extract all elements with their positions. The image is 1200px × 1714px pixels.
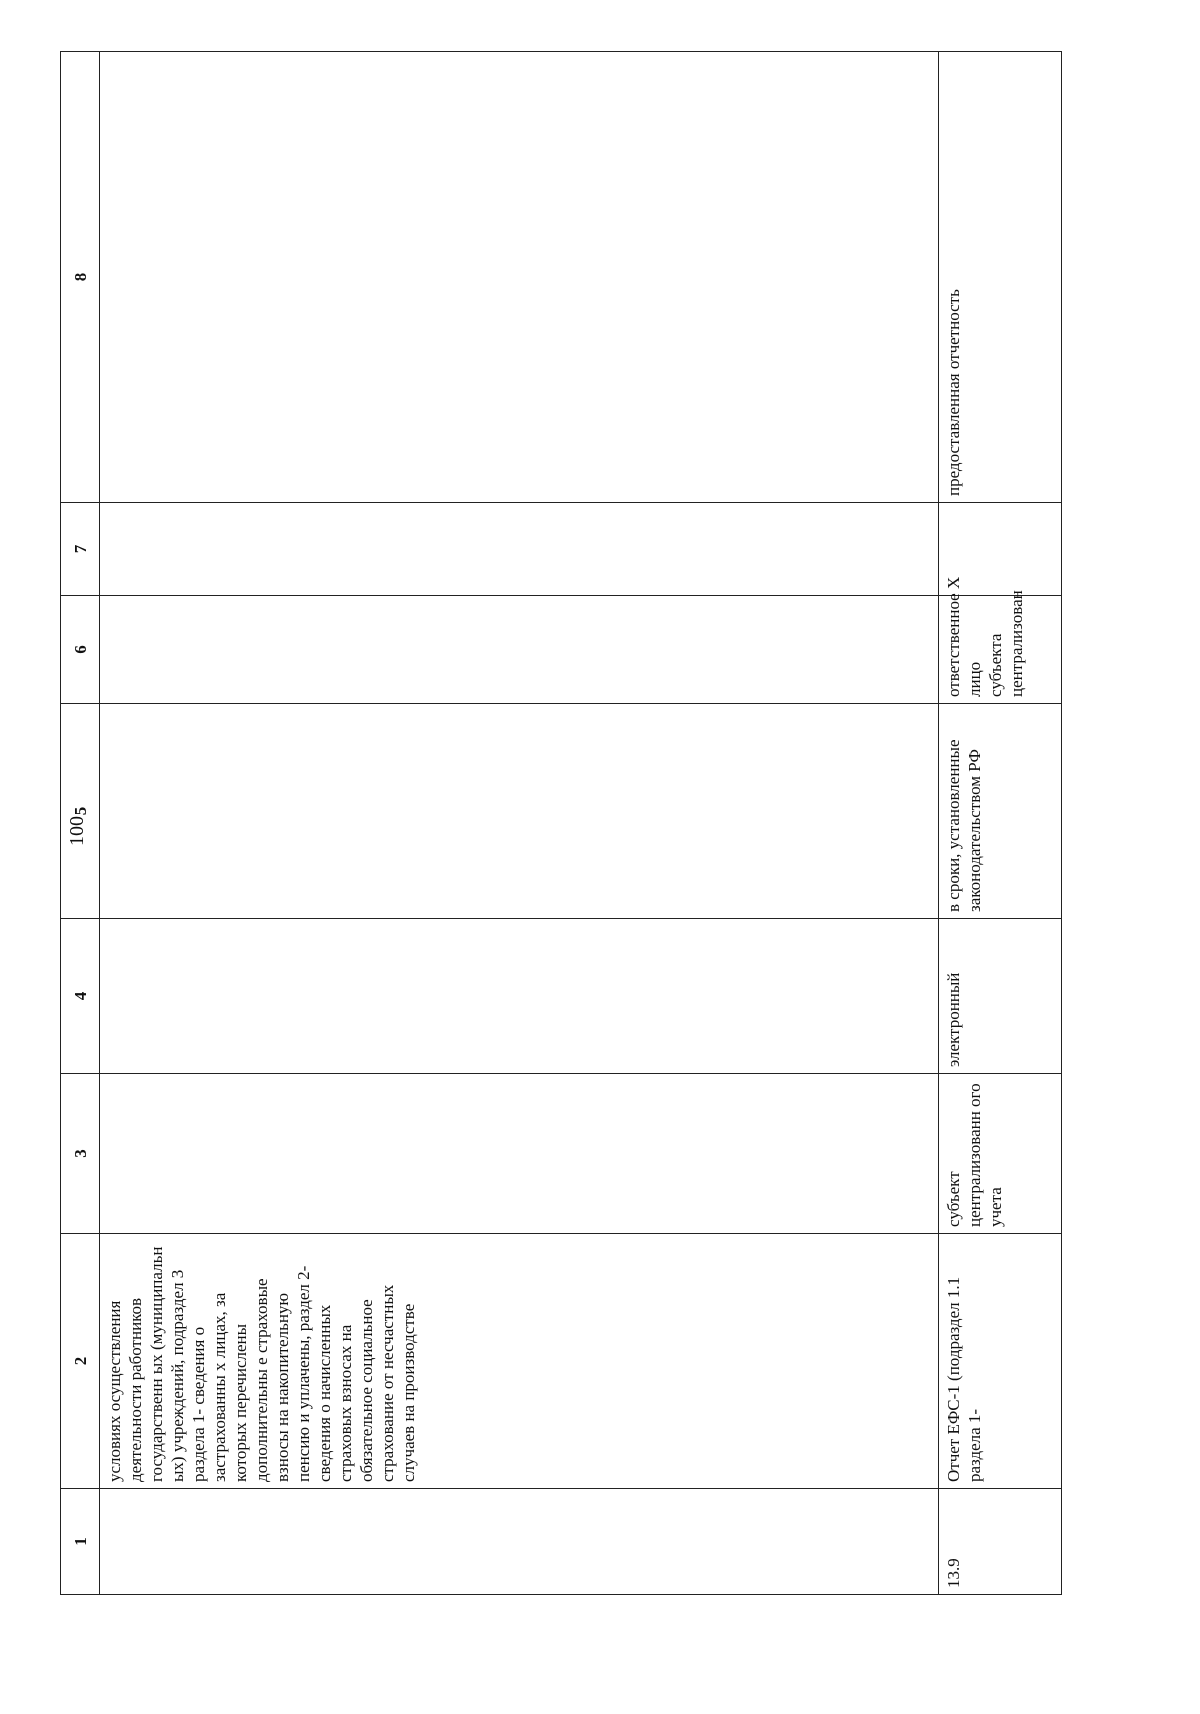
- cell-report-name: Отчет ЕФС-1 (подраздел 1.1 раздела 1-: [939, 1234, 1062, 1489]
- cell-col1: [100, 1489, 939, 1595]
- table-row-13-9: [939, 52, 1062, 1595]
- cell-responsible-person: ответственное лицо субъекта централизован: [939, 596, 1062, 704]
- column-number-header-row: [61, 52, 100, 1595]
- column-number-8: 8: [61, 52, 100, 503]
- cell-mark: Х: [939, 503, 1062, 596]
- cell-col3: [100, 1074, 939, 1234]
- column-number-2: 2: [61, 1234, 100, 1489]
- cell-result: предоставленная отчетность: [939, 52, 1062, 503]
- cell-col6: [100, 596, 939, 704]
- cell-col5: [100, 704, 939, 919]
- reporting-table: [60, 51, 1062, 1595]
- cell-col4: [100, 919, 939, 1074]
- column-number-4: 4: [61, 919, 100, 1074]
- column-number-1: 1: [61, 1489, 100, 1595]
- column-number-5: 5: [61, 704, 100, 919]
- table-row-continuation: [100, 52, 939, 1595]
- page-number: 100: [66, 816, 88, 846]
- cell-row-number: 13.9: [939, 1489, 1062, 1595]
- column-number-6: 6: [61, 596, 100, 704]
- cell-format: электронный: [939, 919, 1062, 1074]
- cell-col2-description: условиях осуществления деятельности работников государственн ых (муниципальн ых) учреждений, подраздел 3 раздела 1- сведения о застрахованны х лицах, за которых перечислены дополнительны е страховые взносы на накопительную пенсию и уплачены, раздел 2- сведения о начисленных страховых взносах на обязательное социальное страхование от несчастных случаев на производстве: [100, 1234, 939, 1489]
- column-number-7: 7: [61, 503, 100, 596]
- column-number-3: 3: [61, 1074, 100, 1234]
- cell-responsible-subject: субъект централизованн ого учета: [939, 1074, 1062, 1234]
- cell-col7: [100, 503, 939, 596]
- rotated-table-wrapper: [60, 52, 1070, 1595]
- cell-col8: [100, 52, 939, 503]
- cell-deadline: в сроки, установленные законодательством РФ: [939, 704, 1062, 919]
